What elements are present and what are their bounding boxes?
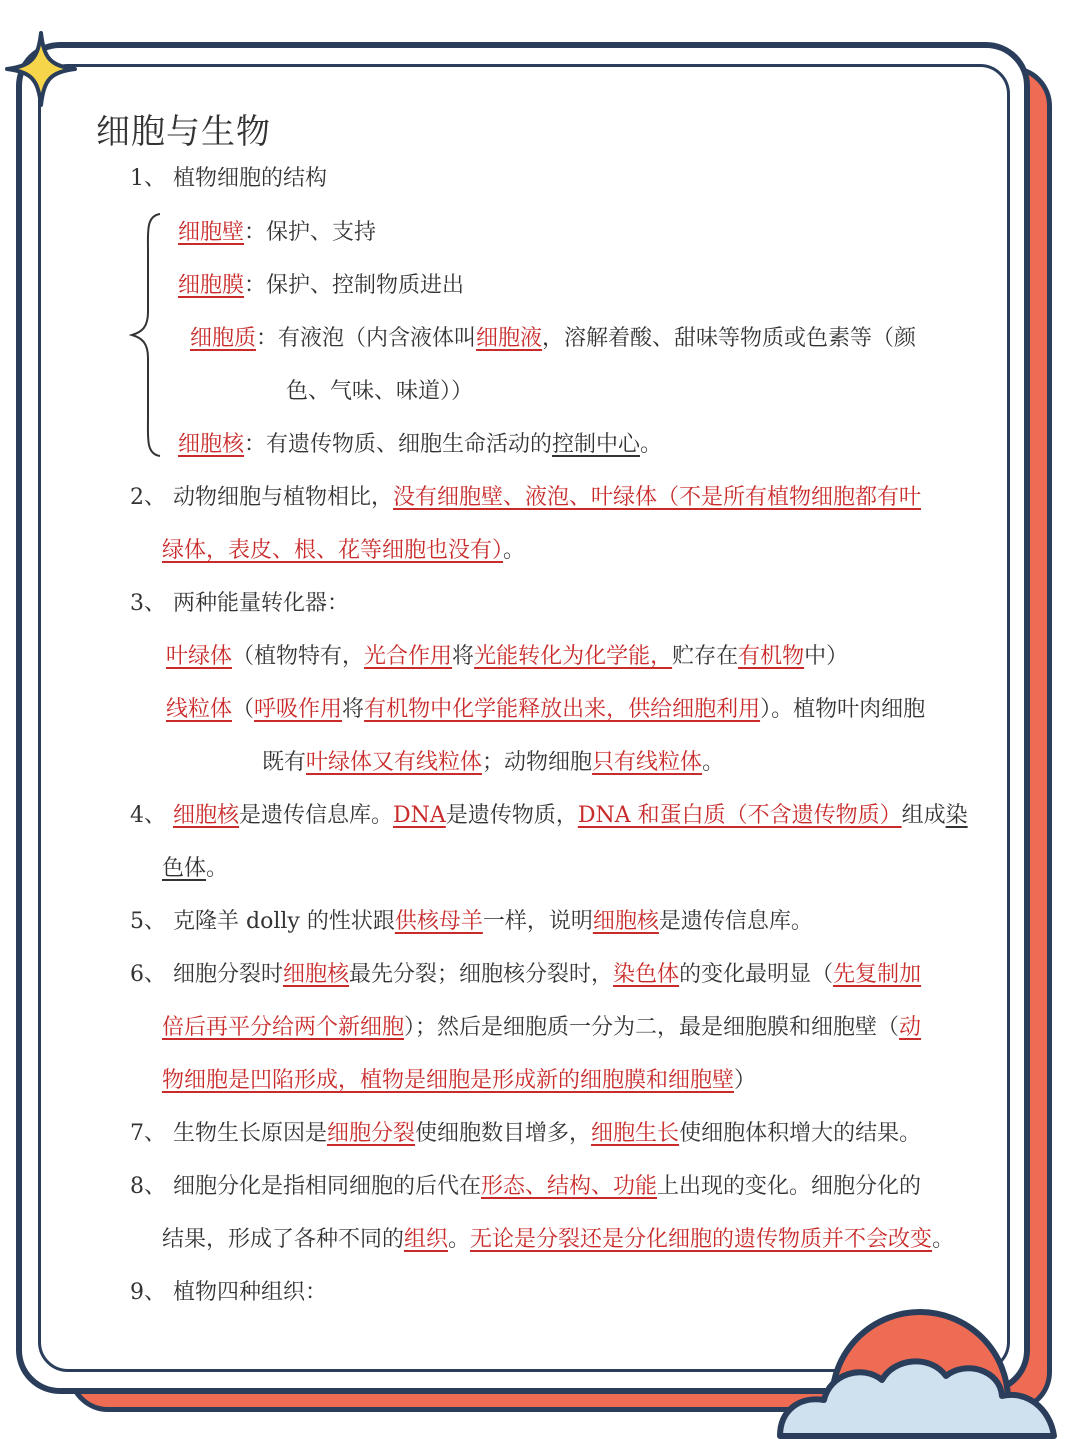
key-term: 细胞壁 <box>178 220 245 245</box>
section-7 <box>130 1119 921 1149</box>
key-term: 叶绿体又有线粒体 <box>306 750 483 775</box>
section-6 <box>130 960 921 990</box>
key-term: 没有细胞壁、液泡、叶绿体（不是所有植物细胞都有叶 <box>393 485 922 510</box>
item-number: 8、 <box>130 1174 166 1199</box>
text: 使细胞体积增大的结果。 <box>679 1121 922 1146</box>
text: 将 <box>342 697 365 722</box>
plant-nucleus <box>178 430 662 460</box>
text: 是遗传信息库。 <box>658 909 813 934</box>
mitochondria <box>166 695 925 725</box>
key-term: 物细胞是凹陷形成，植物是细胞是形成新的细胞膜和细胞壁 <box>162 1068 735 1093</box>
text: 既有 <box>262 750 307 775</box>
text: 。 <box>932 1227 955 1252</box>
plant-cell-wall <box>178 218 376 248</box>
text: ：有遗传物质、细胞生命活动的 <box>244 432 553 457</box>
key-term: 细胞质 <box>190 326 257 351</box>
text: 使细胞数目增多， <box>415 1121 592 1146</box>
key-term: DNA <box>393 803 446 828</box>
text: 结果，形成了各种不同的 <box>162 1227 405 1252</box>
text: ；动物细胞 <box>482 750 593 775</box>
key-term: 先复制加 <box>833 962 922 987</box>
section-6-cont-2 <box>162 1066 756 1096</box>
item-number: 3、 <box>130 591 166 616</box>
section-8-cont <box>162 1225 954 1255</box>
key-term: 有机物 <box>738 644 805 669</box>
key-term: 光能转化为化学能， <box>474 644 673 669</box>
key-term-black: 控制中心 <box>552 432 641 457</box>
text: 动物细胞与植物相比， <box>173 485 394 510</box>
text: 植物细胞的结构 <box>173 166 328 191</box>
text: ）。植物叶肉细胞 <box>760 697 926 722</box>
text: ：保护、控制物质进出 <box>244 273 465 298</box>
text: 。 <box>640 432 663 457</box>
section-3 <box>130 589 349 619</box>
key-term: 动 <box>899 1015 922 1040</box>
text: 细胞分裂时 <box>173 962 284 987</box>
text: （ <box>232 697 255 722</box>
key-term: 呼吸作用 <box>254 697 343 722</box>
item-number: 9、 <box>130 1280 166 1305</box>
mitochondria-cont <box>262 748 724 778</box>
text: 是遗传信息库。 <box>239 803 394 828</box>
key-term: 细胞膜 <box>178 273 245 298</box>
text: 上出现的变化。细胞分化的 <box>657 1174 922 1199</box>
text: （植物特有， <box>232 644 365 669</box>
plant-cytoplasm <box>190 324 916 354</box>
text: ：有液泡（内含液体叫 <box>256 326 477 351</box>
item-number: 1、 <box>130 166 166 191</box>
text: ） <box>734 1068 757 1093</box>
section-9 <box>130 1278 327 1308</box>
section-1 <box>130 164 327 194</box>
text: 。 <box>702 750 725 775</box>
key-term-black: 染 <box>945 803 968 828</box>
key-term-black: 色体 <box>162 856 207 881</box>
text: ，溶解着酸、甜味等物质或色素等（颜 <box>542 326 917 351</box>
text: 的变化最明显（ <box>679 962 834 987</box>
key-term: 线粒体 <box>166 697 233 722</box>
section-2-cont <box>162 536 525 566</box>
key-term: 有机物中化学能释放出来，供给细胞利用 <box>364 697 761 722</box>
text: ：保护、支持 <box>244 220 377 245</box>
key-term: 倍后再平分给两个新细胞 <box>162 1015 405 1040</box>
text: 。 <box>206 856 229 881</box>
key-term: 细胞生长 <box>591 1121 680 1146</box>
item-number: 6、 <box>130 962 166 987</box>
text: 中） <box>804 644 849 669</box>
text: 贮存在 <box>672 644 739 669</box>
key-term: 细胞液 <box>476 326 543 351</box>
section-2 <box>130 483 921 513</box>
item-number: 5、 <box>130 909 166 934</box>
section-4-cont <box>162 854 228 884</box>
key-term: 光合作用 <box>364 644 453 669</box>
key-term: 形态、结构、功能 <box>481 1174 658 1199</box>
item-number: 7、 <box>130 1121 166 1146</box>
text: 细胞分化是指相同细胞的后代在 <box>173 1174 482 1199</box>
key-term: 细胞核 <box>283 962 350 987</box>
key-term: 供核母羊 <box>394 909 483 934</box>
text: 。 <box>503 538 526 563</box>
text: 两种能量转化器： <box>173 591 350 616</box>
section-6-cont <box>162 1013 921 1043</box>
text: 最先分裂；细胞核分裂时， <box>349 962 614 987</box>
key-term: DNA 和蛋白质（不含遗传物质） <box>577 803 902 828</box>
text: 组成 <box>901 803 946 828</box>
text: 将 <box>452 644 475 669</box>
page-title: 细胞与生物 <box>96 112 271 152</box>
chloroplast <box>166 642 848 672</box>
key-term: 细胞核 <box>592 909 659 934</box>
key-term: 叶绿体 <box>166 644 233 669</box>
key-term: 组织 <box>404 1227 449 1252</box>
key-term: 细胞核 <box>173 803 240 828</box>
text: 一样，说明 <box>482 909 593 934</box>
key-term: 无论是分裂还是分化细胞的遗传物质并不会改变 <box>470 1227 933 1252</box>
text: 是遗传物质， <box>445 803 578 828</box>
text: 色、气味、味道）） <box>286 379 474 404</box>
section-4 <box>130 801 968 831</box>
key-term: 只有线粒体 <box>592 750 703 775</box>
item-number: 4、 <box>130 803 166 828</box>
section-8 <box>130 1172 921 1202</box>
key-term: 染色体 <box>613 962 680 987</box>
plant-cell-membrane <box>178 271 464 301</box>
plant-cytoplasm-cont <box>286 377 473 407</box>
text: 植物四种组织： <box>173 1280 328 1305</box>
section-5 <box>130 907 813 937</box>
text: ）；然后是细胞质一分为二，最是细胞膜和细胞壁（ <box>404 1015 900 1040</box>
item-number: 2、 <box>130 485 166 510</box>
key-term: 细胞分裂 <box>327 1121 416 1146</box>
key-term: 绿体，表皮、根、花等细胞也没有） <box>162 538 504 563</box>
key-term: 细胞核 <box>178 432 245 457</box>
text: 。 <box>448 1227 471 1252</box>
text: 生物生长原因是 <box>173 1121 328 1146</box>
text: 克隆羊 dolly 的性状跟 <box>173 909 395 934</box>
